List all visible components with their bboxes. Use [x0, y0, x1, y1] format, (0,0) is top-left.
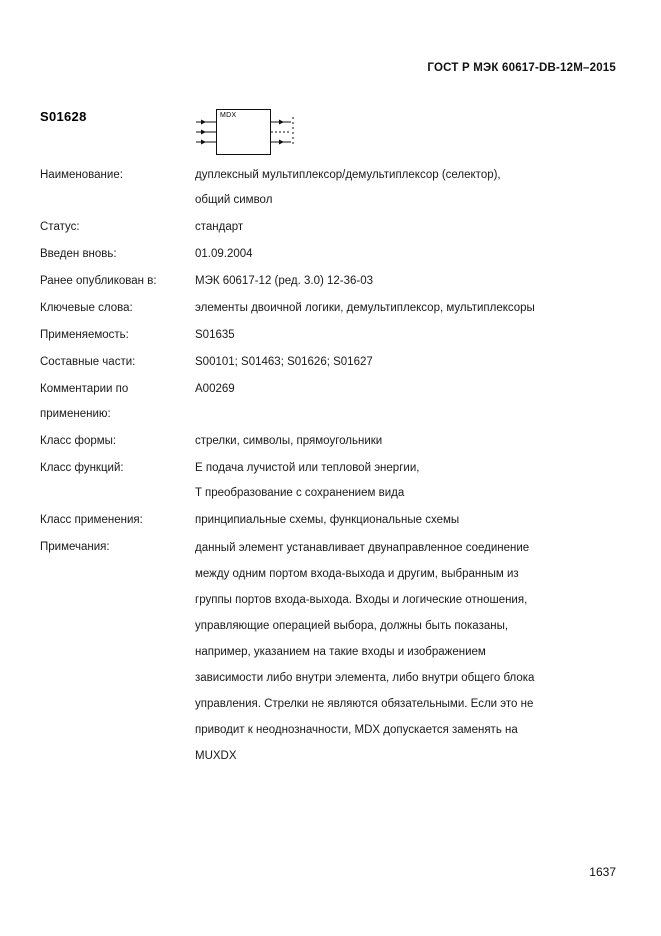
field-label: Класс формы: — [40, 435, 117, 447]
field-value-line: S00101; S01463; S01626; S01627 — [195, 356, 373, 368]
symbol-box-label: MDX — [220, 112, 237, 119]
field-value-line: T преобразование с сохранением вида — [195, 487, 405, 499]
field-value-line: MUXDX — [195, 750, 237, 762]
page-number: 1637 — [589, 865, 616, 879]
field-value — [195, 535, 620, 769]
field-value-line: приводит к неоднозначности, MDX допускается заменять на — [195, 724, 518, 736]
field-value-line: A00269 — [195, 383, 235, 395]
field-value-line: S01635 — [195, 329, 235, 341]
field-label: Наименование: — [40, 169, 123, 181]
field-row-applicability — [40, 323, 620, 348]
field-row-application-class — [40, 508, 620, 533]
field-row-usage-comments — [40, 377, 620, 427]
field-row-status — [40, 215, 620, 240]
field-label: Введен вновь: — [40, 248, 117, 260]
page-header-standard: ГОСТ Р МЭК 60617-DB-12M–2015 — [427, 62, 616, 74]
field-label: Ранее опубликован в: — [40, 275, 157, 287]
field-value-line: например, указанием на такие входы и изображением — [195, 646, 486, 658]
field-value — [195, 350, 620, 375]
field-value-line: элементы двоичной логики, демультиплексор, мультиплексоры — [195, 302, 535, 314]
field-label: Примечания: — [40, 541, 110, 553]
field-value-line: общий символ — [195, 194, 273, 206]
field-value — [195, 163, 620, 213]
field-value — [195, 377, 620, 402]
field-value — [195, 323, 620, 348]
field-value — [195, 429, 620, 454]
entry-fields — [40, 163, 620, 771]
entry-code: S01628 — [40, 109, 87, 124]
field-value-line: управляющие операцией выбора, должны быть показаны, — [195, 620, 509, 632]
field-value — [195, 296, 620, 321]
symbol-diagram — [196, 105, 306, 163]
field-row-previously-published — [40, 269, 620, 294]
field-row-function-class — [40, 456, 620, 506]
field-label-line: Комментарии по — [40, 383, 129, 395]
field-label — [40, 377, 195, 427]
field-label: Применяемость: — [40, 329, 129, 341]
field-value — [195, 508, 620, 533]
field-value-line: стрелки, символы, прямоугольники — [195, 435, 383, 447]
field-value — [195, 242, 620, 267]
field-value-line: между одним портом входа-выхода и другим, выбранным из — [195, 568, 519, 580]
field-value — [195, 456, 620, 506]
field-label: Класс функций: — [40, 462, 124, 474]
field-row-keywords — [40, 296, 620, 321]
field-value-line: управления. Стрелки не являются обязательными. Если это не — [195, 698, 534, 710]
field-row-components — [40, 350, 620, 375]
field-value-line: данный элемент устанавливает двунаправленное соединение — [195, 542, 530, 554]
field-row-name — [40, 163, 620, 213]
field-label: Составные части: — [40, 356, 136, 368]
field-value-line: группы портов входа-выхода. Входы и логические отношения, — [195, 594, 528, 606]
field-value-line: зависимости либо внутри элемента, либо внутри общего блока — [195, 672, 535, 684]
field-row-notes — [40, 535, 620, 769]
field-value-line: стандарт — [195, 221, 244, 233]
field-label-line: применению: — [40, 408, 111, 420]
field-label: Ключевые слова: — [40, 302, 133, 314]
field-row-introduced — [40, 242, 620, 267]
field-value-line: E подача лучистой или тепловой энергии, — [195, 462, 420, 474]
field-value-line: МЭК 60617-12 (ред. 3.0) 12-36-03 — [195, 275, 374, 287]
field-value-line: принципиальные схемы, функциональные схемы — [195, 514, 460, 526]
field-value-line: 01.09.2004 — [195, 248, 253, 260]
field-label: Класс применения: — [40, 514, 143, 526]
field-value — [195, 269, 620, 294]
field-value-line: дуплексный мультиплексор/демультиплексор (селектор), — [195, 169, 501, 181]
field-row-shape-class — [40, 429, 620, 454]
field-value — [195, 215, 620, 240]
field-label: Статус: — [40, 221, 80, 233]
